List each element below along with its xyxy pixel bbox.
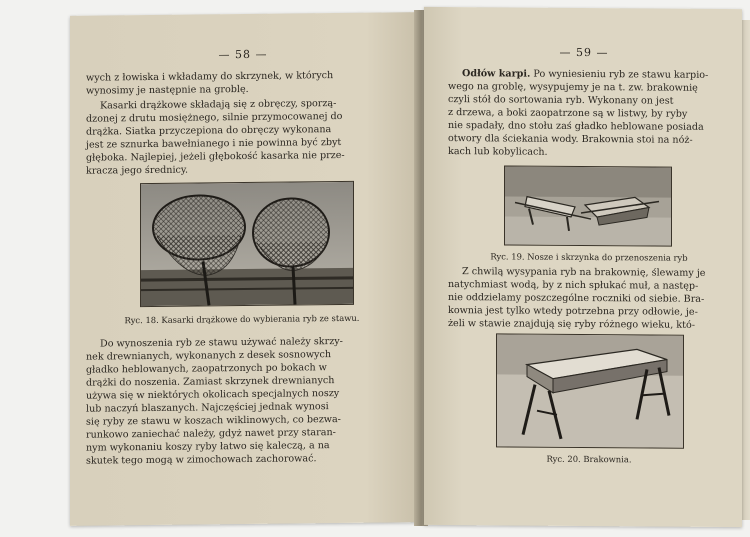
right-page-number: — 59 — [559,45,609,60]
text-line: żeli w stawie znajdują się ryby różnego wieku, któ- [448,318,695,331]
text-line: wynosimy je następnie na groblę. [86,83,249,97]
open-book [40,0,740,530]
text-line: Do wynoszenia ryb ze stawu używać należy skrzy- [100,335,343,350]
figure-20-photo [496,333,684,448]
text-line: runkowo zaniechać należy, gdyż nawet przy staran- [86,427,336,441]
figure-19-photo [504,165,672,246]
left-page-number: — 58 — [218,47,268,62]
text-line: używa się w niektórych okolicach specjalnych noszy [86,388,340,402]
text-line: z drzewa, a boki zaopatrzone są w listwy, by ryby [448,107,688,120]
text-line: skutek tego mogą w zimochowach zachorować. [86,453,317,467]
text-line: gładko heblowanych, zaopatrzonych po bokach w [86,362,327,376]
text-line: lub naczyń blaszanych. Najczęściej jednak wynosi [86,401,329,415]
right-page [424,7,742,527]
text-line: głęboka. Najlepiej, jeżeli głębokość kasarka nie prze- [86,149,345,164]
right-para-1 [448,67,732,160]
text-line: nie spadały, dno stołu zaś gładko heblowane posiada [448,120,704,133]
text-line: drążka. Siatka przyczepiona do obręczy wykonana [86,124,332,138]
text-line: czyli stół do sortowania ryb. Wykonany on jest [448,94,674,107]
text-line: nym wykonaniu koszy ryby łatwo się kaleczą, a na [86,440,330,454]
figure-20-caption: Ryc. 20. Brakownia. [546,453,632,465]
text-line: wego na groblę, wysypujemy je na t. zw. brakownię [448,81,698,94]
left-page [70,12,418,526]
text-line: kach lub kobylicach. [448,146,548,158]
section-heading: Odłów karpi. [462,68,531,80]
text-line: nie oddzielamy poszczególne roczniki od siebie. Bra- [448,292,705,305]
text-line: się ryby ze stawu w koszach wiklinowych, co bezwa- [86,413,341,428]
figure-19-caption: Ryc. 19. Nosze i skrzynka do przenoszenia ryb [490,251,688,263]
figure-18-caption: Ryc. 18. Kasarki drążkowe do wybierania ryb ze stawu. [124,312,360,326]
left-para-1 [86,68,398,97]
text-line: Z chwilą wysypania ryb na brakownię, ślewamy je [462,266,706,279]
text-span: Po wyniesieniu ryb ze stawu karpio- [530,68,709,81]
text-line: drążki do noszenia. Zamiast skrzynek drewnianych [86,375,335,389]
text-line: dzonej z drutu mosiężnego, silnie przymocowanej do [86,110,343,125]
text-line: natychmiast wodą, by z nich spłukać muł, a następ- [448,279,699,292]
text-line: nek drewnianych, wykonanych z desek sosnowych [86,349,332,363]
text-line: wych z łowiska i wkładamy do skrzynek, w których [86,70,334,84]
text-line: Kasarki drążkowe składają się z obręczy, sporzą- [100,98,337,112]
left-para-3 [86,334,398,467]
figure-18-photo [140,181,354,307]
right-para-2 [448,265,732,332]
text-line: kownia jest tylko wtedy potrzebna przy odłowie, je- [448,305,698,318]
left-para-2 [86,96,398,177]
text-line: kracza jego średnicy. [86,164,189,177]
text-line: otwory dla ściekania wody. Brakownia stoi na nóż- [448,133,693,146]
text-line: jest ze sznurka bawełnianego i nie powinna być zbyt [86,136,342,151]
